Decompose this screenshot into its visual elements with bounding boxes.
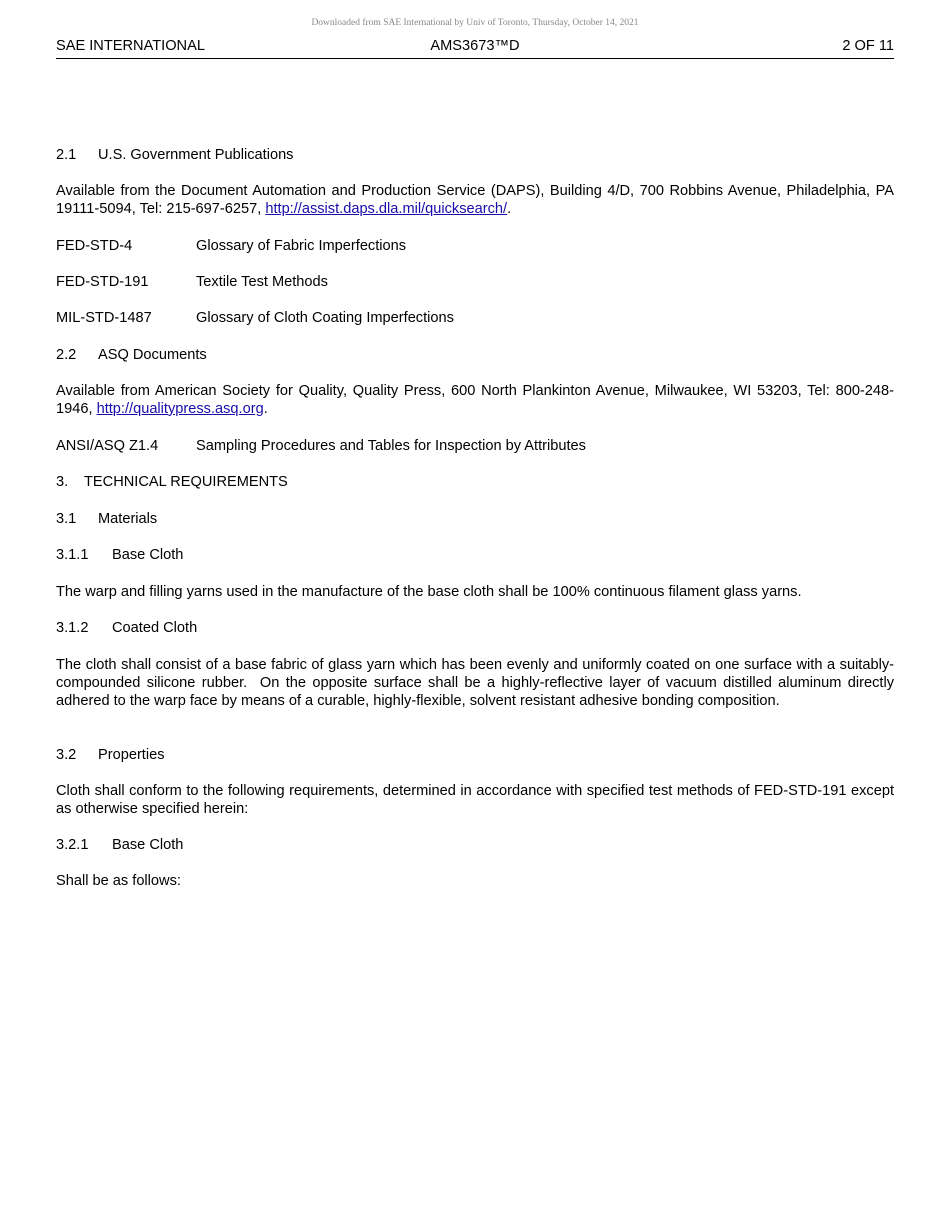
section-number: 3.1	[56, 511, 77, 527]
section-number: 2.2	[56, 347, 77, 363]
reference-code: FED-STD-4	[56, 238, 133, 254]
section-title: Coated Cloth	[112, 620, 198, 636]
reference-code: MIL-STD-1487	[56, 310, 152, 326]
reference-ansi-asq-z1-4	[56, 438, 894, 456]
daps-availability-paragraph: Available from the Document Automation and Production Service (DAPS), Building 4/D, 700 Robbins Avenue, Philadelphia, PA 19111-5094, Tel: 215-697-6257, http://assist.daps.dla.mil/quicksearch/.	[56, 183, 894, 217]
section-3-1-2-heading	[56, 620, 894, 638]
daps-text: Available from the Document Automation and Production Service (DAPS), Building 4/D, 700 Robbins Avenue, Philadelphia, PA 19111-5094, Tel: 215-697-6257,	[56, 183, 894, 217]
reference-code: ANSI/ASQ Z1.4	[56, 438, 159, 454]
reference-code: FED-STD-191	[56, 274, 149, 290]
section-title: Base Cloth	[112, 837, 184, 853]
page-header	[56, 38, 894, 59]
header-organization: SAE INTERNATIONAL	[56, 38, 205, 54]
section-number: 3.2	[56, 747, 77, 763]
reference-mil-std-1487	[56, 310, 894, 328]
coated-cloth-paragraph: The cloth shall consist of a base fabric of glass yarn which has been evenly and uniformly coated on one surface with a suitably-compounded silicone rubber. On the opposite surface shall be a highly-reflective layer of vacuum distilled aluminum directly adhered to the warp face by means of a curable, highly-flexible, solvent resistant adhesive bonding composition.	[56, 657, 899, 709]
asq-availability-paragraph: Available from American Society for Quality, Quality Press, 600 North Plankinton Avenue, Milwaukee, WI 53203, Tel: 800-248-1946, http://qualitypress.asq.org.	[56, 383, 894, 417]
section-2-1-heading	[56, 147, 894, 165]
asq-qualitypress-link[interactable]: http://qualitypress.asq.org	[96, 400, 264, 417]
reference-title: Glossary of Fabric Imperfections	[196, 238, 407, 254]
base-cloth-properties-intro: Shall be as follows:	[56, 873, 181, 889]
section-3-2-1-heading	[56, 837, 894, 855]
section-3-1-1-heading	[56, 547, 894, 565]
section-number: 3.	[56, 474, 69, 490]
section-number: 3.1.2	[56, 620, 89, 636]
section-title: Base Cloth	[112, 547, 184, 563]
reference-fed-std-4	[56, 238, 894, 256]
section-3-1-heading	[56, 511, 894, 529]
download-watermark: Downloaded from SAE International by Univ of Toronto, Thursday, October 14, 2021	[311, 18, 639, 28]
section-number: 3.1.1	[56, 547, 89, 563]
reference-title: Sampling Procedures and Tables for Inspection by Attributes	[196, 438, 586, 454]
reference-title: Glossary of Cloth Coating Imperfections	[196, 310, 454, 326]
section-title: TECHNICAL REQUIREMENTS	[84, 474, 288, 490]
reference-fed-std-191	[56, 274, 894, 292]
section-3-heading	[56, 474, 894, 492]
section-2-2-heading	[56, 347, 894, 365]
base-cloth-paragraph: The warp and filling yarns used in the manufacture of the base cloth shall be 100% continuous filament glass yarns.	[56, 584, 802, 600]
section-title: U.S. Government Publications	[98, 147, 294, 163]
section-3-2-heading	[56, 747, 894, 765]
section-title: ASQ Documents	[98, 347, 207, 363]
section-title: Materials	[98, 511, 158, 527]
header-page-number: 2 OF 11	[842, 38, 894, 54]
reference-title: Textile Test Methods	[196, 274, 328, 290]
section-number: 3.2.1	[56, 837, 89, 853]
properties-paragraph: Cloth shall conform to the following requirements, determined in accordance with specified test methods of FED-STD-191 except as otherwise specified herein:	[56, 783, 894, 817]
daps-quicksearch-link[interactable]: http://assist.daps.dla.mil/quicksearch/	[265, 200, 508, 217]
header-document-number: AMS3673™D	[430, 38, 520, 54]
section-title: Properties	[98, 747, 165, 763]
asq-text: Available from American Society for Quality, Quality Press, 600 North Plankinton Avenue, Milwaukee, WI 53203, Tel: 800-248-1946,	[56, 383, 894, 417]
section-number: 2.1	[56, 147, 77, 163]
